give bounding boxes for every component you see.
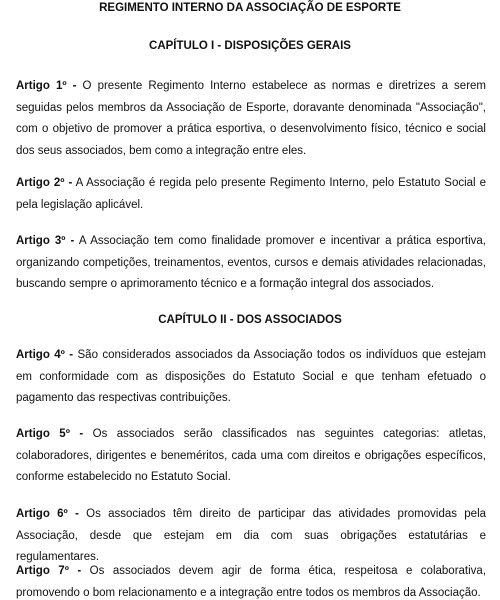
article-7-text: Os associados devem agir de forma ética, respeitosa e colaborativa, promovendo o bom relacionamento e a integração entre todos os membros da Associação. bbox=[16, 565, 487, 599]
article-7 bbox=[16, 561, 486, 600]
article-6 bbox=[16, 504, 486, 569]
article-5-label: Artigo 5º - bbox=[16, 428, 84, 440]
chapter-1-heading: CAPÍTULO I - DISPOSIÇÕES GERAIS bbox=[149, 40, 351, 52]
article-4 bbox=[16, 345, 486, 410]
chapter-2-heading: CAPÍTULO II - DOS ASSOCIADOS bbox=[158, 314, 342, 326]
article-4-label: Artigo 4º - bbox=[16, 349, 74, 361]
article-1-label: Artigo 1º - bbox=[16, 80, 77, 92]
article-7-label: Artigo 7º - bbox=[16, 565, 82, 577]
article-3 bbox=[16, 231, 486, 296]
article-6-text: Os associados têm direito de participar das atividades promovidas pela Associação, desde que estejam em dia com suas obrigações estatutárias e regulamentares. bbox=[16, 508, 487, 563]
article-3-text: A Associação tem como finalidade promover e incentivar a prática esportiva, organizando competições, treinamentos, eventos, cursos e demais atividades relacionadas, buscando sempre o aprimoramento técnico e a formação integral dos associados. bbox=[16, 235, 486, 290]
article-5 bbox=[16, 424, 486, 489]
article-1-text: O presente Regimento Interno estabelece as normas e diretrizes a serem seguidas pelos membros da Associação de Esporte, doravante denominada "Associação", com o objetivo de promover a prática esportiva, o desenvolvimento físico, técnico e social dos seus associados, bem como a integração entre eles. bbox=[16, 80, 487, 157]
article-2-label: Artigo 2º - bbox=[16, 177, 73, 189]
article-2 bbox=[16, 173, 486, 216]
article-4-text: São considerados associados da Associação todos os indivíduos que estejam em conformidade com as disposições do Estatuto Social e que tenham efetuado o pagamento das respectivas contribuições. bbox=[16, 349, 487, 404]
article-3-label: Artigo 3º - bbox=[16, 235, 75, 247]
document-title: REGIMENTO INTERNO DA ASSOCIAÇÃO DE ESPORTE bbox=[99, 2, 401, 14]
article-1 bbox=[16, 76, 486, 162]
article-2-text: A Associação é regida pelo presente Regimento Interno, pelo Estatuto Social e pela legislação aplicável. bbox=[16, 177, 487, 211]
article-5-text: Os associados serão classificados nas seguintes categorias: atletas, colaboradores, dirigentes e beneméritos, cada uma com direitos e obrigações específicos, conforme estabelecido no Estatuto Social. bbox=[16, 428, 487, 483]
article-6-label: Artigo 6º - bbox=[16, 508, 79, 520]
